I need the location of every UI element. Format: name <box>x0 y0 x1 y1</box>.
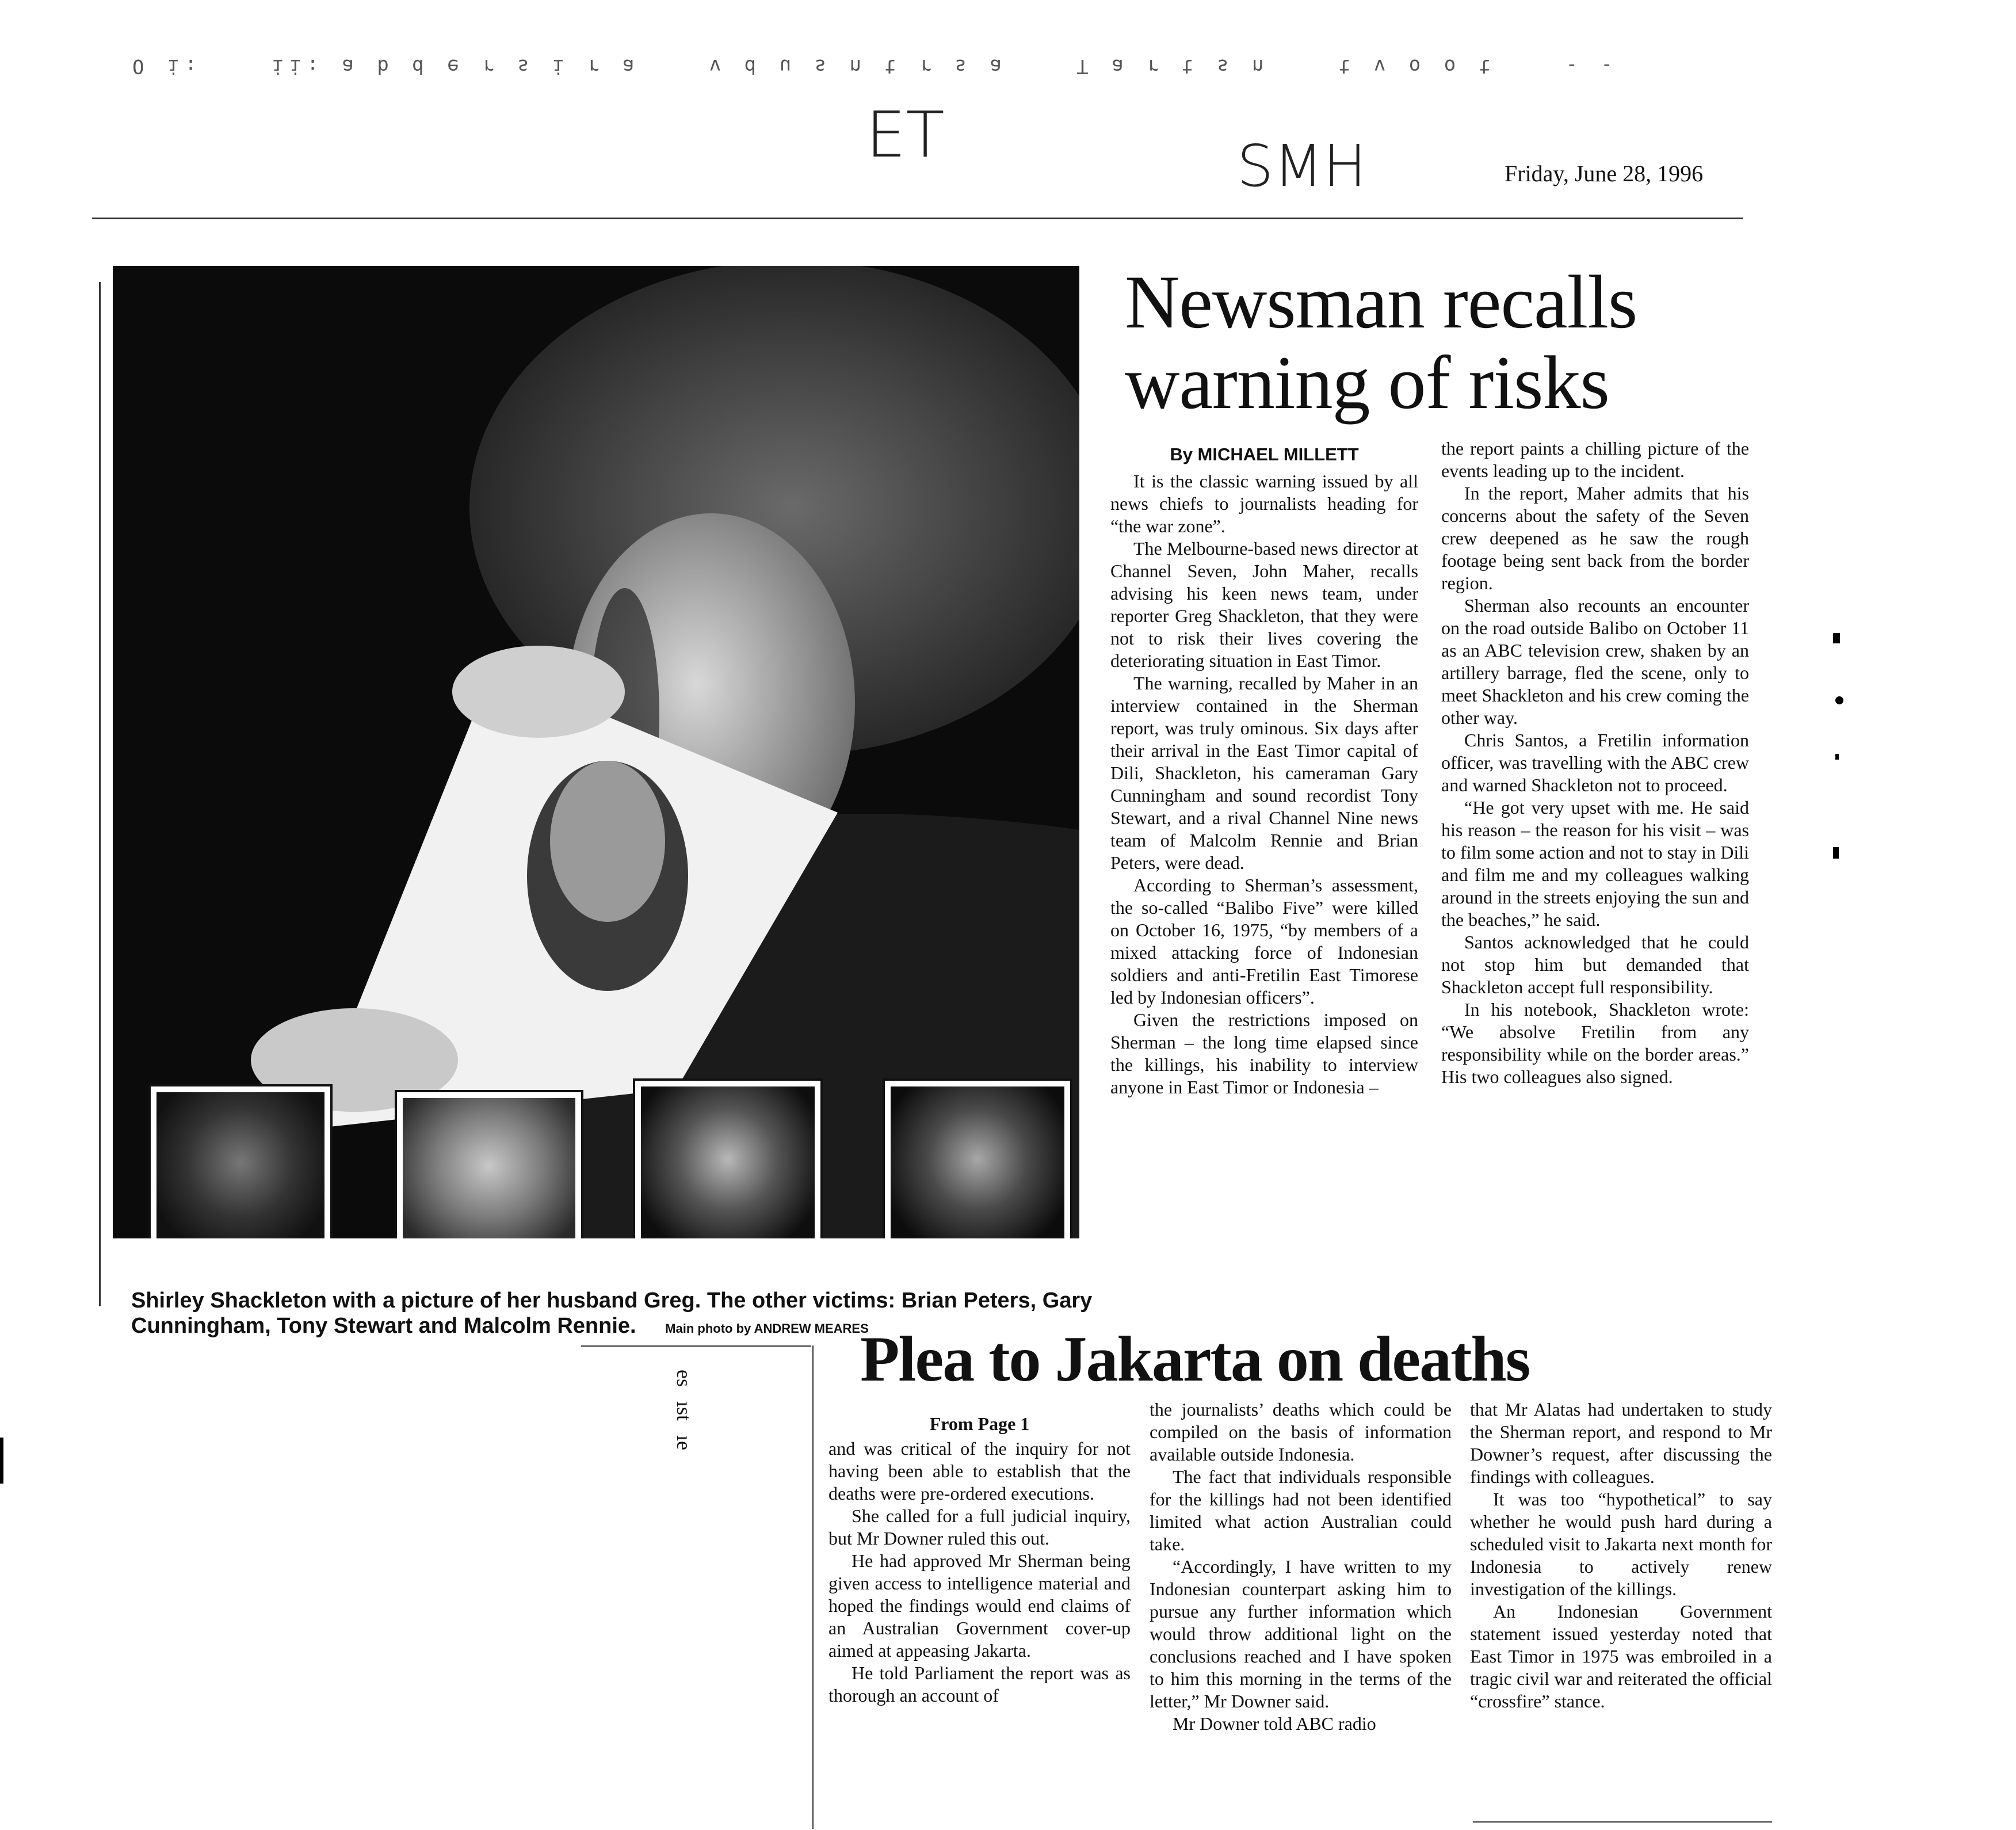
article-1-paragraph: The Melbourne-based news director at Channel Seven, John Maher, recalls advising his keen news team, under reporter Greg Shackleton, that they were not to risk their lives covering the deteriorating situation in East Timor. <box>1110 538 1418 671</box>
headline-line-1: Newsman recalls <box>1125 260 1637 344</box>
article-1-paragraph: In his notebook, Shackleton wrote: “We absolve Fretilin from any responsibility while on the border areas.” His two colleagues also signed. <box>1441 999 1749 1087</box>
article-2-bottom-rule <box>1473 1821 1772 1823</box>
portrait-malcolm-rennie <box>883 1078 1072 1238</box>
bleed-through-text <box>672 1370 696 1450</box>
article-1-headline <box>1125 262 1758 423</box>
header-rule <box>92 218 1743 219</box>
photo-credit: Main photo by ANDREW MEARES <box>665 1321 869 1336</box>
bleed-text-2: ıst <box>673 1401 696 1421</box>
article-1-paragraph: The warning, recalled by Maher in an interview contained in the Sherman report, was truly ominous. Six days after their arrival in the East Timor capital of Dili, Shackleton, his cameraman Gary Cunningham and sound recordist Tony Stewart, and a rival Channel Nine news team of Malcolm Rennie and Brian Peters, were dead. <box>1110 673 1418 873</box>
scan-noise-2: ii: a b d e r s i r a <box>272 55 640 78</box>
portrait-tony-stewart <box>633 1078 823 1238</box>
hand-top <box>452 646 625 738</box>
scan-noise-row <box>132 55 1619 78</box>
scan-noise-3: v d u s n t r s a <box>709 55 1007 78</box>
scan-mark <box>1833 633 1840 643</box>
article-2-paragraph: that Mr Alatas had undertaken to study the Sherman report, and respond to Mr Downer’s request, after discussing the findings with colleagues. <box>1470 1399 1772 1487</box>
byline: By MICHAEL MILLETT <box>1170 444 1359 464</box>
from-page-label: From Page 1 <box>929 1413 1030 1434</box>
article-1-paragraph: Chris Santos, a Fretilin information officer, was travelling with the ABC crew and warned Shackleton not to proceed. <box>1441 730 1749 795</box>
portrait-brian-peters <box>148 1084 333 1238</box>
article-1-paragraph: Given the restrictions imposed on Sherman – the long time elapsed since the killings, his inability to interview anyone in East Timor or Indonesia – <box>1110 1009 1418 1097</box>
article-1-paragraph: In the report, Maher admits that his concerns about the safety of the Seven crew deepened as he saw the rough footage being sent back from the border region. <box>1441 483 1749 593</box>
scan-mark <box>0 1438 3 1484</box>
article-2-headline: Plea to Jakarta on deaths <box>860 1324 1530 1395</box>
article-2-paragraph: the journalists’ deaths which could be compiled on the basis of information available outside Indonesia. <box>1150 1399 1452 1465</box>
scan-noise-4: T a r t s n <box>1076 55 1270 78</box>
fold-top-rule <box>581 1345 811 1347</box>
scan-noise-5: t v o o t <box>1338 55 1497 78</box>
article-2-paragraph: It was too “hypothetical” to say whether he would push hard during a scheduled visit to Jakarta next month for Indonesia to actively renew investigation of the killings. <box>1470 1489 1772 1599</box>
bleed-text-3: ıe <box>673 1435 696 1450</box>
article-1-column-2 <box>1441 437 1749 1088</box>
article-2-paragraph: She called for a full judicial inquiry, but Mr Downer ruled this out. <box>828 1505 1131 1549</box>
article-1-paragraph: Santos acknowledged that he could not stop him but demanded that Shackleton accept full responsibility. <box>1441 932 1749 997</box>
article-2-column-2 <box>1150 1398 1452 1735</box>
bleed-text-1: es <box>673 1370 696 1387</box>
photo-caption-text: Shirley Shackleton with a picture of her husband Greg. The other victims: Brian Peters, Gary Cunningham, Tony Stewart and Malcolm Rennie. <box>131 1288 1093 1338</box>
headline-line-2: warning of risks <box>1125 340 1609 425</box>
article-2-column-1 <box>828 1413 1131 1707</box>
article-1-column-1 <box>1110 443 1418 1099</box>
fold-side-rule <box>812 1345 814 1829</box>
scan-noise-6: - - <box>1566 55 1619 78</box>
article-2-paragraph: “Accordingly, I have written to my Indonesian counterpart asking him to pursue any further information which would throw additional light on the conclusions reached and I have spoken to him this morning in the terms of the letter,” Mr Downer said. <box>1150 1556 1452 1711</box>
main-photo <box>113 266 1079 1238</box>
scan-mark <box>1833 847 1839 859</box>
handwritten-paper-mark: SMH <box>1237 132 1366 200</box>
article-2-paragraph: He told Parliament the report was as thorough an account of <box>828 1663 1131 1706</box>
article-1-paragraph: According to Sherman’s assessment, the so-called “Balibo Five” were killed on October 16, 1975, “by members of a mixed attacking force of Indonesian soldiers and anti-Fretilin East Timorese led by Indonesian officers”. <box>1110 875 1418 1008</box>
article-2-paragraph: He had approved Mr Sherman being given access to intelligence material and hoped the findings would end claims of an Australian Government cover-up aimed at appeasing Jakarta. <box>828 1550 1131 1661</box>
article-2-column-3 <box>1470 1398 1772 1713</box>
article-1-paragraph: the report paints a chilling picture of the events leading up to the incident. <box>1441 438 1749 481</box>
article-2-paragraph: and was critical of the inquiry for not having been able to establish that the deaths were pre-ordered executions. <box>828 1438 1131 1504</box>
article-1-paragraph: Sherman also recounts an encounter on the road outside Balibo on October 11 as an ABC television crew, shaken by an artillery barrage, fled the scene, only to meet Shackleton and his crew coming the other way. <box>1441 595 1749 728</box>
article-1-paragraph: It is the classic warning issued by all news chiefs to journalists heading for “the war zone”. <box>1110 471 1418 536</box>
article-2-paragraph: The fact that individuals responsible for the killings had not been identified limited what action Australian could take. <box>1150 1466 1452 1554</box>
scan-mark <box>1835 696 1843 704</box>
article-1-paragraph: “He got very upset with me. He said his reason – the reason for his visit – was to film some action and not to stay in Dili and film me and my colleagues walking around in the streets enjoying the sun and the beaches,” he said. <box>1441 797 1749 930</box>
article-2-paragraph: Mr Downer told ABC radio <box>1173 1713 1376 1734</box>
portrait-gary-cunningham <box>395 1090 583 1238</box>
photo-left-rule <box>99 282 101 1306</box>
scan-mark <box>1835 754 1839 760</box>
dateline: Friday, June 28, 1996 <box>1505 161 1704 186</box>
article-2-paragraph: An Indonesian Government statement issued yesterday noted that East Timor in 1975 was embroiled in a tragic civil war and reiterated the official “crossfire” stance. <box>1470 1601 1772 1711</box>
scan-noise-1: O i: <box>132 55 203 78</box>
handwritten-section-mark: ET <box>866 98 945 171</box>
